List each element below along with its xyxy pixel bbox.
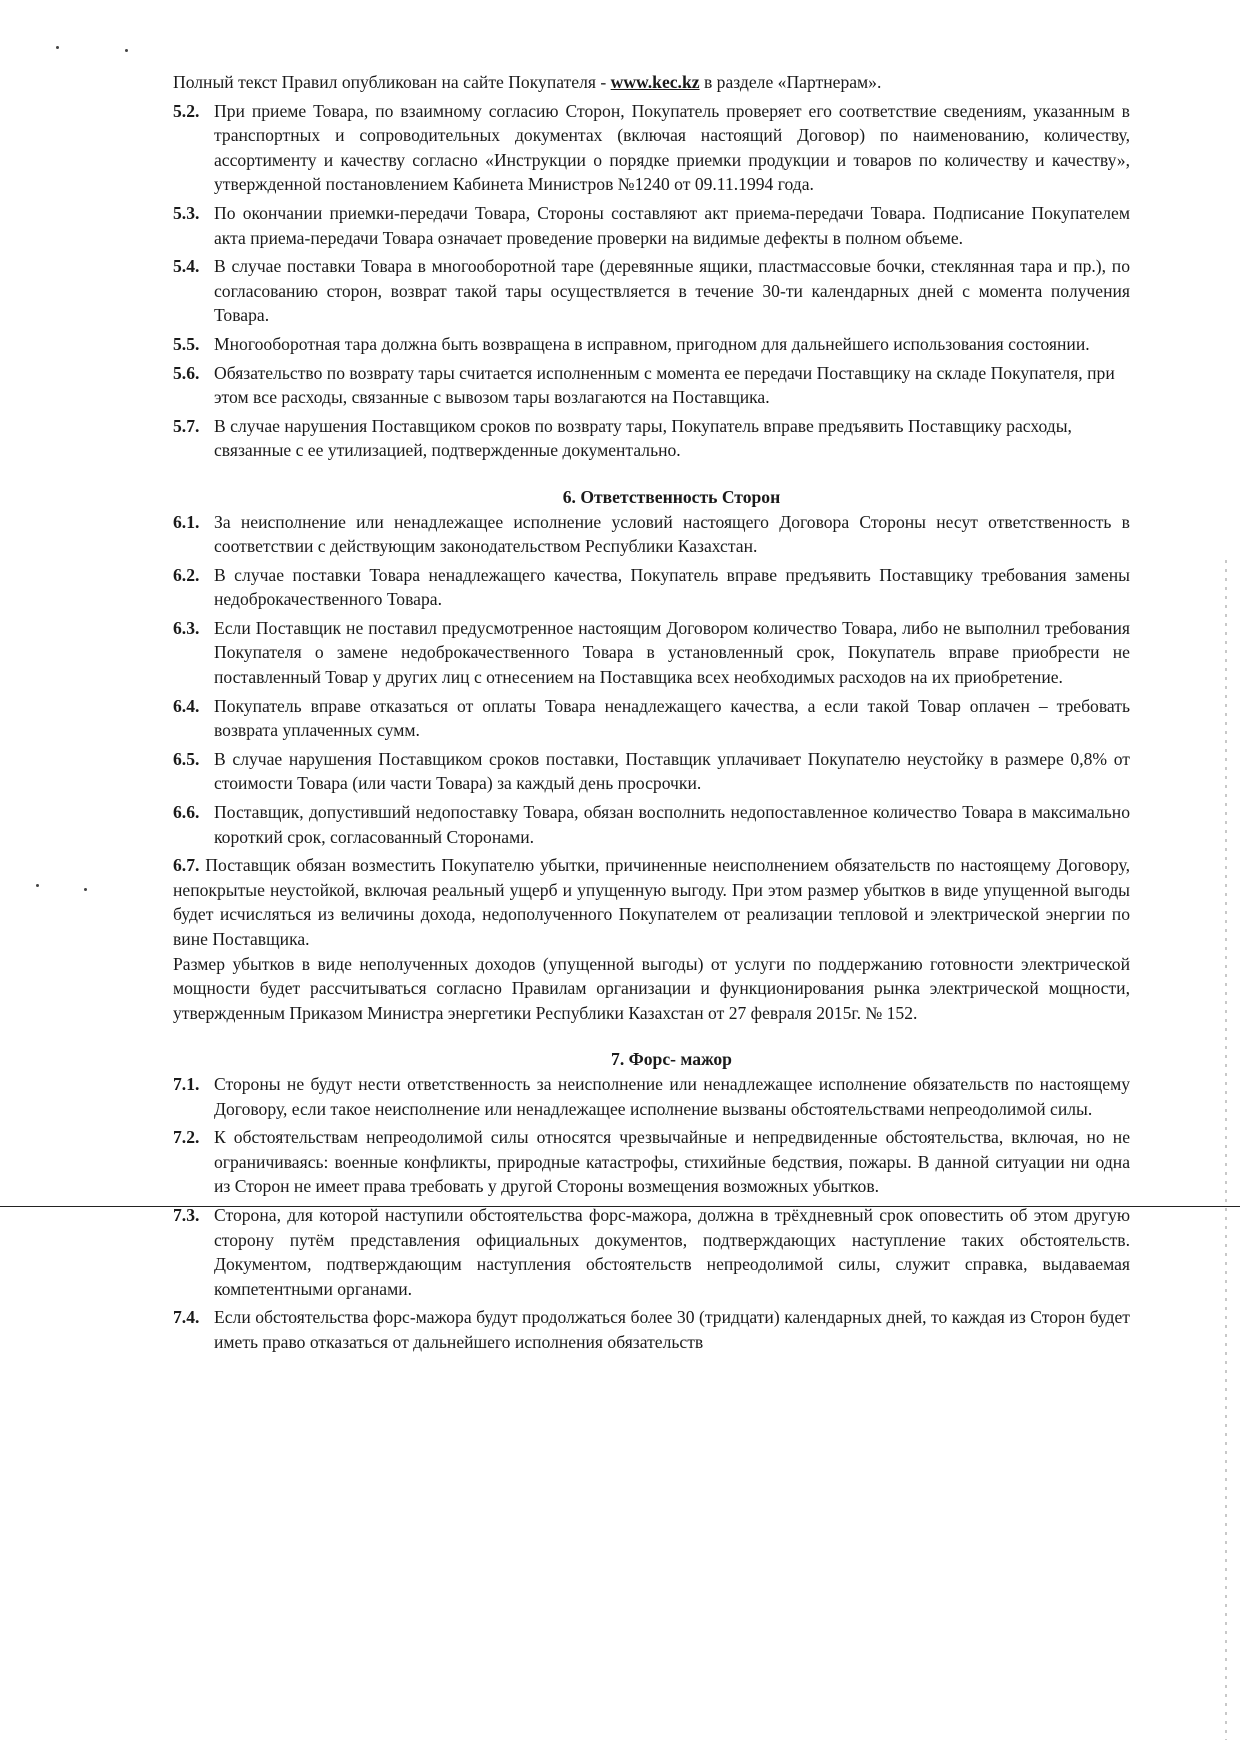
clause-text: Если обстоятельства форс-мажора будут продолжаться более 30 (тридцати) календарных дней, то каждая из Сторон будет иметь право отказаться от дальнейшего исполнения обязательств <box>214 1307 1130 1352</box>
clause-6-3 <box>173 616 1130 690</box>
section-6-heading: 6. Ответственность Сторон <box>562 486 781 507</box>
clause-number: 6.7. <box>173 855 200 876</box>
clause-number: 6.6. <box>173 802 200 823</box>
clause-5-6 <box>173 361 1130 410</box>
clause-text: Если Поставщик не поставил предусмотренное настоящим Договором количество Товара, либо не выполнил требования Покупателя о замене недоброкачественного Товара в установленный срок, Покупатель вправе приобрести не поставленный Товар у других лиц с отнесением на Поставщика всех необходимых расходов на их приобретение. <box>214 617 1130 688</box>
clause-5-2 <box>173 99 1130 197</box>
clause-number: 5.4. <box>173 256 200 277</box>
document-body <box>173 70 1130 1355</box>
clause-number: 5.7. <box>173 415 200 436</box>
clause-number: 6.1. <box>173 511 200 532</box>
scan-speck <box>36 884 39 887</box>
scan-edge-line <box>1225 560 1227 1740</box>
scan-speck <box>56 46 59 49</box>
clause-number: 7.4. <box>173 1307 200 1328</box>
clause-text: При приеме Товара, по взаимному согласию Сторон, Покупатель проверяет его соответствие сведениям, указанным в транспортных и сопроводительных документах (включая настоящий Договор) по наименованию, количеству, ассортименту и качеству согласно «Инструкции о порядке приемки продукции и товаров по количеству и качеству», утвержденной постановлением Кабинета Министров №1240 от 09.11.1994 года. <box>214 100 1130 195</box>
intro-text: Полный текст Правил опубликован на сайте Покупателя - <box>173 72 611 92</box>
section-7-clauses <box>173 1072 1130 1355</box>
scan-speck <box>125 49 128 52</box>
clause-6-4 <box>173 694 1130 743</box>
clause-text: За неисполнение или ненадлежащее исполнение условий настоящего Договора Стороны несут ответственность в соответствии с действующим законодательством Республики Казахстан. <box>214 511 1130 557</box>
clause-number: 6.5. <box>173 748 200 769</box>
clause-text: Многооборотная тара должна быть возвращена в исправном, пригодном для дальнейшего использования состоянии. <box>214 333 1090 354</box>
clause-7-4 <box>173 1305 1130 1354</box>
clause-number: 7.3. <box>173 1204 200 1225</box>
clause-5-3 <box>173 201 1130 250</box>
clause-text: В случае поставки Товара в многооборотной таре (деревянные ящики, пластмассовые бочки, стеклянная тара и пр.), по согласованию сторон, возврат такой тары осуществляется в течение 30-ти календарных дней с момента получения Товара. <box>214 256 1130 326</box>
clause-text: Сторона, для которой наступили обстоятельства форс-мажора, должна в трёхдневный срок оповестить об этом другую сторону путём представления официальных документов, подтверждающих наступление таких обстоятельств. Документом, подтверждающим наступления обстоятельств непреодолимой силы, служит справка, выдаваемая компетентными органами. <box>214 1204 1130 1299</box>
clause-6-2 <box>173 563 1130 612</box>
clause-7-1 <box>173 1072 1130 1121</box>
section-5-clauses <box>173 99 1130 463</box>
clause-text: В случае нарушения Поставщиком сроков по возврату тары, Покупатель вправе предъявить Поставщику расходы, связанные с ее утилизацией, подтвержденные документально. <box>214 415 1072 461</box>
clause-6-6 <box>173 800 1130 849</box>
clause-text: Покупатель вправе отказаться от оплаты Товара ненадлежащего качества, а если такой Товар оплачен – требовать возврата уплаченных сумм. <box>214 695 1130 741</box>
scan-speck <box>84 888 87 891</box>
intro-paragraph <box>173 70 1130 95</box>
clause-5-5 <box>173 332 1130 357</box>
clause-6-7 <box>173 853 1130 951</box>
clause-text: В случае поставки Товара ненадлежащего качества, Покупатель вправе предъявить Поставщику требования замены недоброкачественного Товара. <box>214 564 1130 610</box>
clause-number: 7.1. <box>173 1073 200 1094</box>
section-7-heading: 7. Форс- мажор <box>611 1049 732 1070</box>
clause-text: В случае нарушения Поставщиком сроков поставки, Поставщик уплачивает Покупателю неустойку в размере 0,8% от стоимости Товара (или части Товара) за каждый день просрочки. <box>214 748 1130 794</box>
clause-text: Поставщик обязан возместить Покупателю убытки, причиненные неисполнением обязательств по настоящему Договору, непокрытые неустойкой, включая реальный ущерб и упущенную выгоду. При этом размер убытков в виде упущенной выгоды будет исчисляться из величины дохода, недополученного Покупателем от реализации тепловой и электрической энергии по вине Поставщика. <box>173 855 1130 949</box>
clause-6-5 <box>173 747 1130 796</box>
clause-7-2 <box>173 1125 1130 1199</box>
clause-number: 7.2. <box>173 1127 200 1148</box>
clause-text: Стороны не будут нести ответственность за неисполнение или ненадлежащее исполнение обязательств по настоящему Договору, если такое неисполнение или ненадлежащее исполнение вызваны обстоятельствами непреодолимой силы. <box>214 1073 1130 1119</box>
damages-paragraph: Размер убытков в виде неполученных доходов (упущенной выгоды) от услуги по поддержанию готовности электрической мощности будет рассчитываться согласно Правилам организации и функционирования рынка электрической мощности, утвержденным Приказом Министра энергетики Республики Казахстан от 27 февраля 2015г. № 152. <box>173 953 1130 1023</box>
clause-number: 5.2. <box>173 100 200 121</box>
site-link[interactable]: www.kec.kz <box>610 72 700 92</box>
clause-7-3 <box>173 1203 1130 1301</box>
clause-5-4 <box>173 254 1130 328</box>
clause-number: 6.3. <box>173 617 200 638</box>
clause-6-1 <box>173 510 1130 559</box>
clause-text: По окончании приемки-передачи Товара, Стороны составляют акт приема-передачи Товара. Подписание Покупателем акта приема-передачи Товара означает проведение проверки на видимые дефекты в полном объеме. <box>214 202 1130 248</box>
clause-number: 6.2. <box>173 564 200 585</box>
clause-text: Обязательство по возврату тары считается исполненным с момента ее передачи Поставщику на складе Покупателя, при этом все расходы, связанные с вывозом тары возлагаются на Поставщика. <box>214 362 1115 408</box>
clause-number: 5.3. <box>173 202 200 223</box>
clause-number: 5.5. <box>173 333 200 354</box>
intro-text-end: в разделе «Партнерам». <box>699 72 882 92</box>
clause-text: Поставщик, допустивший недопоставку Товара, обязан восполнить недопоставленное количество Товара в максимально короткий срок, согласованный Сторонами. <box>214 802 1130 847</box>
clause-5-7 <box>173 414 1130 463</box>
clause-text: К обстоятельствам непреодолимой силы относятся чрезвычайные и непредвиденные обстоятельства, включая, но не ограничиваясь: военные конфликты, природные катастрофы, стихийные бедствия, пожары. В данной ситуации ни одна из Сторон не имеет права требовать у другой Стороны возмещения возможных убытков. <box>214 1127 1130 1197</box>
clause-number: 6.4. <box>173 695 200 716</box>
section-6-clauses <box>173 510 1130 1026</box>
clause-number: 5.6. <box>173 362 200 383</box>
